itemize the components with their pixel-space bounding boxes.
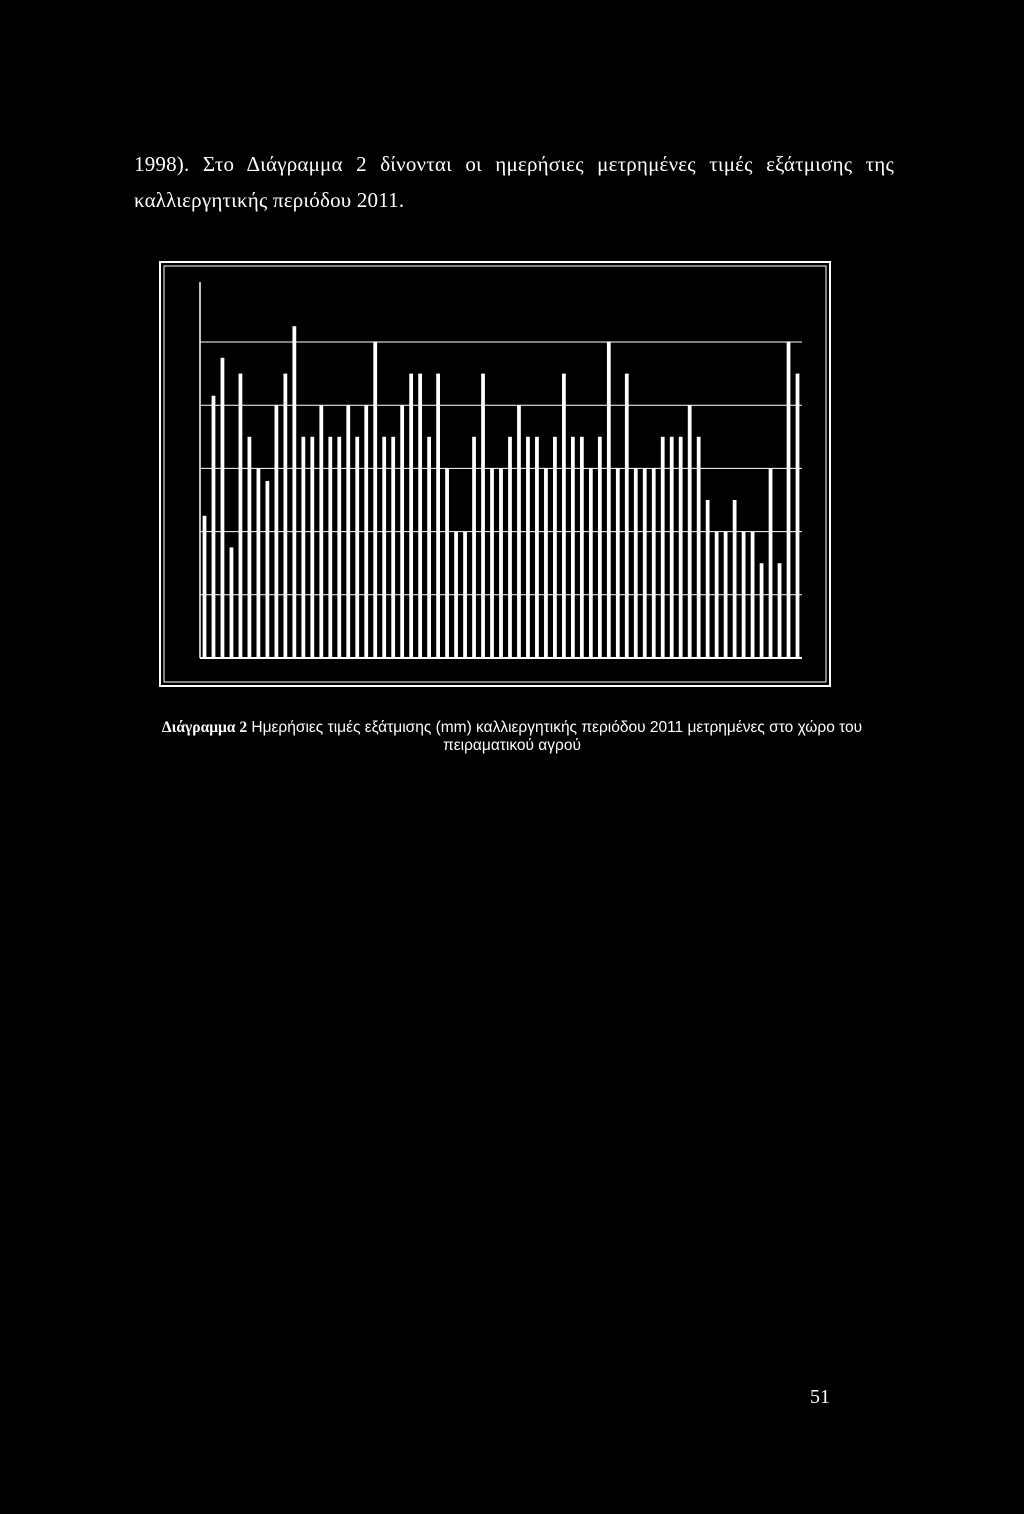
- evaporation-bar-chart: [158, 260, 834, 692]
- chart-bar-19: [364, 405, 368, 658]
- chart-bar-65: [778, 563, 782, 658]
- chart-bar-14: [319, 405, 323, 658]
- chart-bar-66: [787, 342, 791, 658]
- chart-bar-46: [607, 342, 611, 658]
- chart-bar-16: [337, 437, 341, 658]
- chart-bar-44: [589, 468, 593, 658]
- page-number: 51: [810, 1386, 830, 1408]
- chart-bar-11: [292, 326, 296, 658]
- chart-bar-31: [472, 437, 476, 658]
- chart-bar-40: [553, 437, 557, 658]
- chart-bar-25: [418, 374, 422, 658]
- chart-bar-20: [373, 342, 377, 658]
- chart-bar-17: [346, 405, 350, 658]
- chart-bar-45: [598, 437, 602, 658]
- chart-bar-4: [230, 547, 234, 658]
- chart-bar-15: [328, 437, 332, 658]
- chart-bar-54: [679, 437, 683, 658]
- chart-bar-50: [643, 468, 647, 658]
- chart-bar-55: [688, 405, 692, 658]
- chart-bar-3: [221, 358, 225, 658]
- chart-bar-38: [535, 437, 539, 658]
- chart-bar-35: [508, 437, 512, 658]
- caption-text: Ημερήσιες τιμές εξάτμισης (mm) καλλιεργητικής περιόδου 2011 μετρημένες στο χώρο του: [247, 719, 863, 736]
- chart-bar-18: [355, 437, 359, 658]
- chart-bar-57: [706, 500, 710, 658]
- chart-bar-5: [239, 374, 243, 658]
- chart-bar-1: [203, 516, 207, 658]
- chart-bar-32: [481, 374, 485, 658]
- chart-bar-37: [526, 437, 530, 658]
- chart-bar-64: [769, 468, 773, 658]
- chart-bar-13: [310, 437, 314, 658]
- chart-bar-2: [212, 396, 216, 658]
- chart-bar-42: [571, 437, 575, 658]
- chart-bar-33: [490, 468, 494, 658]
- chart-bar-47: [616, 468, 620, 658]
- figure-caption-line-1: [100, 719, 924, 737]
- chart-bar-30: [463, 532, 467, 658]
- chart-bar-24: [409, 374, 413, 658]
- chart-bar-62: [751, 532, 755, 658]
- chart-bar-43: [580, 437, 584, 658]
- chart-bar-58: [715, 532, 719, 658]
- chart-bar-39: [544, 468, 548, 658]
- chart-bar-36: [517, 405, 521, 658]
- chart-bar-21: [382, 437, 386, 658]
- paragraph-line-2: καλλιεργητικής περιόδου 2011.: [134, 188, 405, 212]
- chart-bar-26: [427, 437, 431, 658]
- chart-bar-34: [499, 468, 503, 658]
- chart-bar-6: [248, 437, 252, 658]
- caption-label: Διάγραμμα 2: [161, 719, 248, 736]
- chart-bar-23: [400, 405, 404, 658]
- chart-bar-22: [391, 437, 395, 658]
- chart-bar-29: [454, 532, 458, 658]
- chart-bar-28: [445, 468, 449, 658]
- chart-bar-27: [436, 374, 440, 658]
- chart-bar-61: [742, 532, 746, 658]
- chart-frame: [158, 260, 834, 692]
- chart-bar-48: [625, 374, 629, 658]
- chart-bar-63: [760, 563, 764, 658]
- chart-bar-60: [733, 500, 737, 658]
- chart-bar-41: [562, 374, 566, 658]
- chart-bar-67: [796, 374, 800, 658]
- chart-bar-53: [670, 437, 674, 658]
- chart-bar-10: [283, 374, 287, 658]
- chart-bars: [203, 326, 800, 658]
- chart-bar-52: [661, 437, 665, 658]
- chart-outer-border: [160, 262, 830, 686]
- chart-bar-7: [257, 468, 261, 658]
- figure-caption-line-2: πειραματικού αγρού: [443, 737, 581, 754]
- chart-bar-8: [266, 481, 270, 658]
- chart-bar-59: [724, 532, 728, 658]
- chart-bar-49: [634, 468, 638, 658]
- chart-bar-9: [274, 405, 278, 658]
- chart-bar-56: [697, 437, 701, 658]
- chart-bar-51: [652, 468, 656, 658]
- paragraph-line-1: 1998). Στο Διάγραμμα 2 δίνονται οι ημερήσιες μετρημένες τιμές εξάτμισης της: [134, 152, 894, 176]
- chart-bar-12: [301, 437, 305, 658]
